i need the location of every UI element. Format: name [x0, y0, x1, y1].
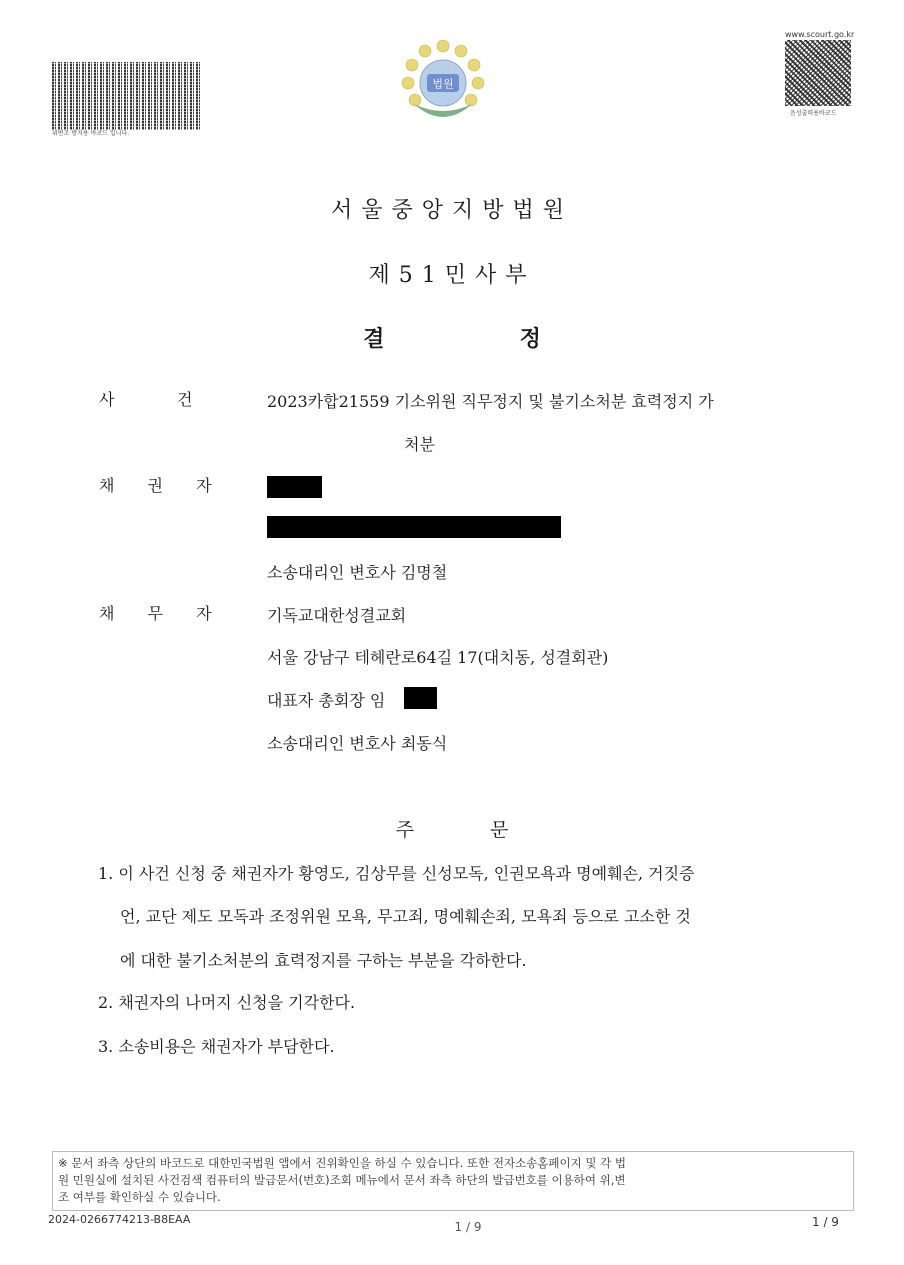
debtor-name: 기독교대한성결교회 — [267, 606, 407, 625]
order-title-char-1: 주 — [395, 819, 414, 841]
debtor-attorney: 소송대리인 변호사 최동식 — [267, 734, 448, 753]
emblem-text: 법원 — [432, 77, 454, 91]
case-description-line-2: 처분 — [404, 435, 435, 454]
issue-number: 2024-0266774213-B8EAA — [48, 1213, 191, 1226]
page-number-right: 1 / 9 — [812, 1215, 839, 1229]
order-item-2: 2. 채권자의 나머지 신청을 기각한다. — [98, 993, 356, 1012]
case-label-2: 건 — [177, 390, 193, 409]
verification-notice-line-3: 조 여부를 확인하실 수 있습니다. — [58, 1190, 221, 1204]
authentication-barcode — [52, 62, 200, 130]
debtor-label: 채 무 자 — [99, 604, 226, 623]
voice-output-barcode — [785, 40, 851, 106]
case-description-line-1: 2023카합21559 기소위원 직무정지 및 불기소처분 효력정지 가 — [267, 392, 714, 411]
page-number-center: 1 / 9 — [454, 1220, 482, 1234]
document-title-char-1: 결 — [363, 326, 385, 352]
qr-url: www.scourt.go.kr — [785, 30, 855, 39]
case-label-1: 사 — [99, 390, 115, 409]
verification-notice — [58, 1155, 848, 1206]
creditor-attorney: 소송대리인 변호사 김명철 — [267, 563, 448, 582]
order-title-char-2: 문 — [490, 819, 509, 841]
document-title-char-2: 정 — [519, 326, 541, 352]
document-title — [0, 322, 904, 353]
verification-notice-line-1: ※ 문서 좌측 상단의 바코드로 대한민국법원 앱에서 진위확인을 하실 수 있습니다. 또한 전자소송홈페이지 및 각 법 — [58, 1156, 627, 1170]
court-emblem-icon — [400, 38, 486, 124]
qr-caption: 음성출력용바코드 — [790, 110, 837, 117]
order-item-1-line-3: 에 대한 불기소처분의 효력정지를 구하는 부분을 각하한다. — [120, 951, 527, 970]
order-item-1-line-2: 언, 교단 제도 모독과 조정위원 모욕, 무고죄, 명예훼손죄, 모욕죄 등으로 고소한 것 — [120, 907, 691, 926]
court-name: 서울중앙지방법원 — [330, 198, 574, 223]
debtor-address: 서울 강남구 테헤란로64길 17(대치동, 성결회관) — [267, 648, 609, 667]
order-item-1-line-1: 1. 이 사건 신청 중 채권자가 황영도, 김상무를 신성모독, 인권모욕과 명예훼손, 거짓증 — [98, 864, 695, 883]
redacted-creditor-name — [267, 476, 322, 498]
redacted-representative-name — [404, 687, 437, 709]
barcode-caption: 위변조 방지용 바코드 입니다. — [52, 130, 130, 137]
verification-notice-line-2: 원 민원실에 설치된 사건검색 컴퓨터의 발급문서(번호)조회 메뉴에서 문서 좌측 하단의 발급번호를 이용하여 위,변 — [58, 1173, 626, 1187]
creditor-label: 채 권 자 — [99, 476, 226, 495]
order-item-3: 3. 소송비용은 채권자가 부담한다. — [98, 1037, 335, 1056]
division-name: 제51민사부 — [368, 263, 536, 288]
redacted-creditor-address — [267, 516, 561, 538]
debtor-representative: 대표자 총회장 임 — [267, 691, 386, 710]
order-title — [0, 815, 904, 842]
